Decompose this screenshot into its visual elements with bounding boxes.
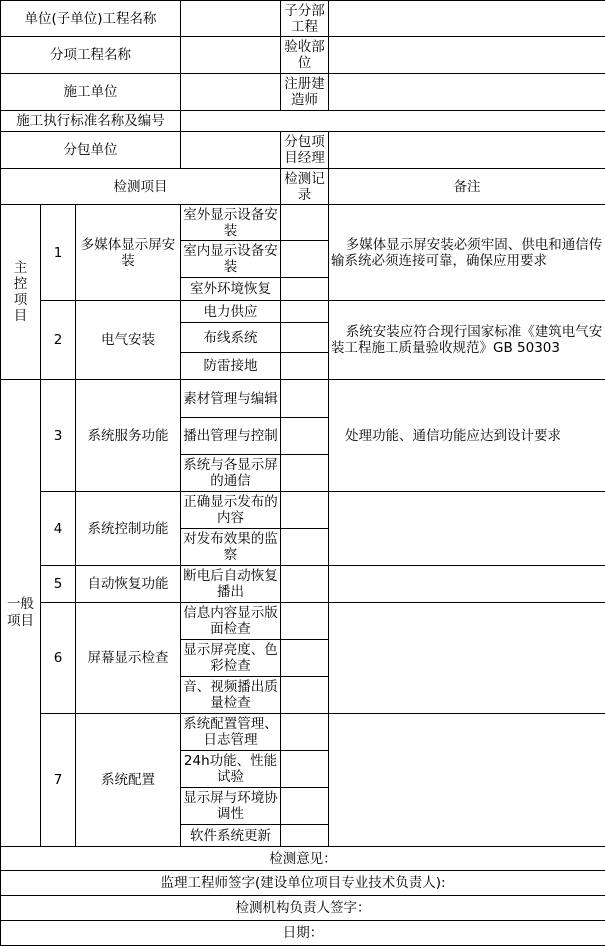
item-name: 自动恢复功能 xyxy=(76,566,181,603)
record-cell[interactable] xyxy=(281,301,329,323)
item-number: 4 xyxy=(41,492,76,566)
record-cell[interactable] xyxy=(281,640,329,677)
sub-item: 素材管理与编辑 xyxy=(181,380,281,418)
record-cell[interactable] xyxy=(281,751,329,788)
construction-unit-label: 施工单位 xyxy=(1,74,181,111)
record-cell[interactable] xyxy=(281,455,329,492)
subcontract-manager-label: 分包项目经理 xyxy=(281,132,329,169)
header-row-construction-unit xyxy=(1,74,605,111)
main-control-label: 主控项目 xyxy=(1,205,41,380)
item-number: 6 xyxy=(41,603,76,714)
remark-cell: 系统安装应符合现行国家标准《建筑电气安装工程施工质量验收规范》GB 50303 xyxy=(329,301,605,380)
header-row-subcontractor xyxy=(1,132,605,169)
remark-cell: 多媒体显示屏安装必须牢固、供电和通信传输系统必须连接可靠，确保应用要求 xyxy=(329,205,605,301)
sub-item: 系统配置管理、日志管理 xyxy=(181,714,281,751)
remark-cell xyxy=(329,566,605,603)
record-cell[interactable] xyxy=(281,714,329,751)
record-cell[interactable] xyxy=(281,492,329,529)
sub-item: 正确显示发布的内容 xyxy=(181,492,281,529)
record-cell[interactable] xyxy=(281,241,329,278)
footer-row xyxy=(1,847,605,871)
record-cell[interactable] xyxy=(281,205,329,241)
item-name: 系统控制功能 xyxy=(76,492,181,566)
sub-item: 信息内容显示版面检查 xyxy=(181,603,281,640)
record-cell[interactable] xyxy=(281,603,329,640)
item-name: 系统服务功能 xyxy=(76,380,181,492)
item-name: 系统配置 xyxy=(76,714,181,847)
remark-cell xyxy=(329,492,605,566)
sub-division-value[interactable] xyxy=(329,1,605,37)
footer-row xyxy=(1,896,605,921)
registered-builder-label: 注册建造师 xyxy=(281,74,329,111)
inspection-record-header: 检测记录 xyxy=(281,169,329,205)
table-row xyxy=(1,714,605,751)
sub-item: 断电后自动恢复播出 xyxy=(181,566,281,603)
sub-item: 播出管理与控制 xyxy=(181,418,281,455)
table-row xyxy=(1,492,605,529)
acceptance-part-label: 验收部位 xyxy=(281,37,329,74)
record-cell[interactable] xyxy=(281,677,329,714)
sub-item: 电力供应 xyxy=(181,301,281,323)
construction-unit-value[interactable] xyxy=(181,74,281,111)
unit-project-value[interactable] xyxy=(181,1,281,37)
subcontractor-value[interactable] xyxy=(181,132,281,169)
record-cell[interactable] xyxy=(281,788,329,825)
sub-item: 24h功能、性能试验 xyxy=(181,751,281,788)
record-cell[interactable] xyxy=(281,566,329,603)
record-cell[interactable] xyxy=(281,380,329,418)
record-cell[interactable] xyxy=(281,353,329,380)
remark-cell xyxy=(329,603,605,714)
header-row-unit-project xyxy=(1,1,605,37)
item-number: 5 xyxy=(41,566,76,603)
sub-item: 软件系统更新 xyxy=(181,825,281,847)
sub-item: 对发布效果的监察 xyxy=(181,529,281,566)
table-row xyxy=(1,205,605,241)
header-row-standard xyxy=(1,111,605,132)
item-number: 3 xyxy=(41,380,76,492)
item-number: 2 xyxy=(41,301,76,380)
remarks-header: 备注 xyxy=(329,169,605,205)
subcontract-manager-value[interactable] xyxy=(329,132,605,169)
table-row xyxy=(1,301,605,323)
sub-item: 布线系统 xyxy=(181,323,281,353)
header-row-item-project xyxy=(1,37,605,74)
item-number: 1 xyxy=(41,205,76,301)
footer-row xyxy=(1,921,605,946)
footer-row xyxy=(1,871,605,896)
date-field[interactable]: 日期： xyxy=(1,921,605,946)
table-row xyxy=(1,380,605,418)
sub-item: 室外显示设备安装 xyxy=(181,205,281,241)
general-items-label: 一般项目 xyxy=(1,380,41,847)
inspection-items-header: 检测项目 xyxy=(1,169,281,205)
sub-division-label: 子分部工程 xyxy=(281,1,329,37)
sub-item: 音、视频播出质量检查 xyxy=(181,677,281,714)
standard-value[interactable] xyxy=(181,111,605,132)
item-name: 多媒体显示屏安装 xyxy=(76,205,181,301)
column-header-row xyxy=(1,169,605,205)
item-name: 电气安装 xyxy=(76,301,181,380)
supervisor-signature[interactable]: 监理工程师签字(建设单位项目专业技术负责人): xyxy=(1,871,605,896)
table-row xyxy=(1,603,605,640)
record-cell[interactable] xyxy=(281,825,329,847)
record-cell[interactable] xyxy=(281,529,329,566)
sub-item: 防雷接地 xyxy=(181,353,281,380)
sub-item: 显示屏亮度、色彩检查 xyxy=(181,640,281,677)
remark-cell: 处理功能、通信功能应达到设计要求 xyxy=(329,380,605,492)
inspection-opinion[interactable]: 检测意见： xyxy=(1,847,605,871)
record-cell[interactable] xyxy=(281,418,329,455)
sub-item: 系统与各显示屏的通信 xyxy=(181,455,281,492)
unit-project-label: 单位(子单位)工程名称 xyxy=(1,1,181,37)
standard-label: 施工执行标准名称及编号 xyxy=(1,111,181,132)
sub-item: 室内显示设备安装 xyxy=(181,241,281,278)
table-row xyxy=(1,566,605,603)
sub-item: 室外环境恢复 xyxy=(181,278,281,301)
agency-signature[interactable]: 检测机构负责人签字： xyxy=(1,896,605,921)
subcontractor-label: 分包单位 xyxy=(1,132,181,169)
registered-builder-value[interactable] xyxy=(329,74,605,111)
remark-cell xyxy=(329,714,605,847)
item-project-label: 分项工程名称 xyxy=(1,37,181,74)
record-cell[interactable] xyxy=(281,323,329,353)
item-project-value[interactable] xyxy=(181,37,281,74)
acceptance-part-value[interactable] xyxy=(329,37,605,74)
item-number: 7 xyxy=(41,714,76,847)
item-name: 屏幕显示检查 xyxy=(76,603,181,714)
record-cell[interactable] xyxy=(281,278,329,301)
sub-item: 显示屏与环境协调性 xyxy=(181,788,281,825)
